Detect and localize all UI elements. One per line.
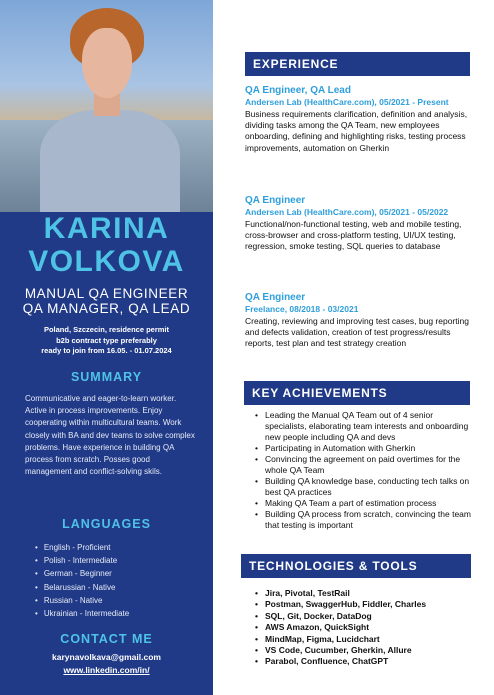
summary-heading: SUMMARY bbox=[70, 370, 143, 384]
experience-heading: EXPERIENCE bbox=[245, 52, 470, 76]
job-description: Functional/non-functional testing, web and mobile testing, cross-browser and cross-platform testing, UI/UX testing, regression, smoke testing, SQL queries to database bbox=[245, 219, 462, 252]
technology-item: • Jira, Pivotal, TestRail bbox=[253, 588, 473, 599]
first-name: KARINA bbox=[43, 212, 170, 245]
sidebar bbox=[0, 0, 213, 695]
technology-item: • SQL, Git, Docker, DataDog bbox=[253, 611, 473, 622]
achievement-item: • Convincing the agreement on paid overtimes for the whole QA Team bbox=[253, 454, 473, 476]
job-company: Andersen Lab (HealthCare.com), 05/2021 - 05/2022 bbox=[245, 207, 449, 217]
job-company: Freelance, 08/2018 - 03/2021 bbox=[245, 304, 359, 314]
last-name: VOLKOVA bbox=[28, 245, 185, 278]
technology-item: • VS Code, Cucumber, Gherkin, Allure bbox=[253, 645, 473, 656]
linkedin-link[interactable]: www.linkedin.com/in/ bbox=[63, 665, 150, 675]
technology-item: • AWS Amazon, QuickSight bbox=[253, 622, 473, 633]
achievements-list bbox=[253, 410, 473, 531]
job-entry bbox=[245, 85, 473, 154]
location-line-1: Poland, Szczecin, residence permit bbox=[43, 325, 170, 334]
job-title: QA Engineer bbox=[245, 195, 306, 206]
technology-item: • Parabol, Confluence, ChatGPT bbox=[253, 656, 473, 667]
achievement-item: • Building QA knowledge base, conducting tech talks on best QA practices bbox=[253, 476, 473, 498]
language-item: • German - Beginner bbox=[35, 567, 129, 580]
technologies-heading: TECHNOLOGIES & TOOLS bbox=[241, 554, 471, 578]
technologies-list bbox=[253, 588, 473, 668]
location-line-3: ready to join from 16.05. - 01.07.2024 bbox=[41, 346, 172, 355]
job-company: Andersen Lab (HealthCare.com), 05/2021 - Present bbox=[245, 97, 449, 107]
location-info bbox=[0, 325, 213, 357]
contact-heading: CONTACT ME bbox=[60, 632, 153, 646]
main-content bbox=[213, 0, 494, 695]
technology-item: • MindMap, Figma, Lucidchart bbox=[253, 634, 473, 645]
achievements-heading: KEY ACHIEVEMENTS bbox=[244, 381, 470, 405]
job-title bbox=[0, 286, 213, 316]
language-item: • Polish - Intermediate bbox=[35, 554, 129, 567]
job-title-line-2: QA MANAGER, QA LEAD bbox=[22, 301, 191, 316]
achievement-item: • Leading the Manual QA Team out of 4 senior specialists, elaborating team interests and onboarding new people including QA and devs bbox=[253, 410, 473, 442]
language-item: • English - Proficient bbox=[35, 541, 129, 554]
email-text: karynavolkava@gmail.com bbox=[52, 652, 161, 662]
job-title-line-1: MANUAL QA ENGINEER bbox=[24, 286, 189, 301]
location-line-2: b2b contract type preferably bbox=[56, 335, 157, 345]
language-item: • Ukrainian - Intermediate bbox=[35, 607, 129, 620]
technology-item: • Postman, SwaggerHub, Fiddler, Charles bbox=[253, 599, 473, 610]
achievement-item: • Participating in Automation with Gherkin bbox=[253, 443, 473, 454]
job-description: Creating, reviewing and improving test cases, bug reporting and defects validation, creation of test progress/results reports, test plan and test strategy creation bbox=[245, 316, 469, 349]
languages-heading: LANGUAGES bbox=[62, 517, 151, 531]
job-title: QA Engineer, QA Lead bbox=[245, 85, 351, 96]
full-name bbox=[0, 212, 213, 278]
job-description: Business requirements clarification, definition and analysis, dividing tasks among the QA Team, new employees onboarding, defining and highlighting risks, testing process improvements, automation on Gherkin bbox=[245, 109, 468, 153]
summary-text: Communicative and eager-to-learn worker. Active in process improvements. Enjoy cooperating within multicultural teams. Work closely with BA and dev teams to solve complex problems. Have experience in building QA process from scratch. Posses good management and conflict-solving skils. bbox=[25, 394, 195, 477]
language-item: • Russian - Native bbox=[35, 594, 129, 607]
contact-info bbox=[0, 651, 213, 677]
job-title: QA Engineer bbox=[245, 292, 306, 303]
language-item: • Belarussian - Native bbox=[35, 581, 129, 594]
achievement-item: • Making QA Team a part of estimation process bbox=[253, 498, 473, 509]
job-entry bbox=[245, 195, 473, 253]
achievement-item: • Building QA process from scratch, convincing the team that testing is important bbox=[253, 509, 473, 531]
languages-list bbox=[35, 541, 129, 620]
profile-photo bbox=[0, 0, 213, 212]
job-entry bbox=[245, 292, 473, 350]
